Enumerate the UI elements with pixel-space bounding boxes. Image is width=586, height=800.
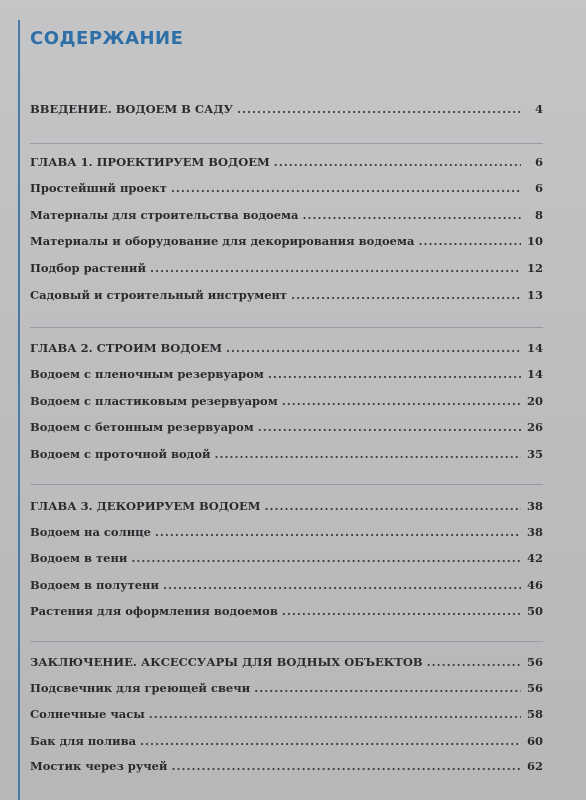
leader-dots (226, 341, 521, 355)
leader-dots (258, 420, 521, 434)
toc-page: 56 (526, 655, 543, 669)
section-divider (30, 641, 543, 642)
toc-page: 46 (526, 578, 543, 592)
toc-page: 50 (526, 604, 543, 618)
leader-dots (131, 551, 521, 565)
toc-page: 58 (526, 707, 543, 721)
leader-dots (282, 394, 521, 408)
toc-entry (30, 447, 543, 463)
leader-dots (303, 208, 522, 222)
toc-entry (30, 734, 543, 750)
toc-label: Солнечные часы (30, 707, 145, 721)
toc-page: 4 (534, 102, 543, 116)
toc-page: 38 (526, 499, 543, 513)
toc-entry (30, 367, 543, 383)
toc-entry (30, 208, 543, 224)
toc-page: 26 (526, 420, 543, 434)
toc-label: Мостик через ручей (30, 759, 168, 773)
toc-label: ЗАКЛЮЧЕНИЕ. АКСЕССУАРЫ ДЛЯ ВОДНЫХ ОБЪЕКТОВ (30, 655, 423, 669)
toc-page: 38 (526, 525, 543, 539)
leader-dots (265, 499, 521, 513)
toc-entry (30, 551, 543, 567)
toc-page: 13 (526, 288, 543, 302)
leader-dots (171, 181, 521, 195)
leader-dots (171, 759, 521, 773)
toc-entry (30, 525, 543, 541)
toc-entry (30, 261, 543, 277)
leader-dots (254, 681, 521, 695)
toc-entry-chapter-1 (30, 155, 543, 171)
leader-dots (237, 102, 521, 116)
toc-label: Простейший проект (30, 181, 167, 195)
toc-label: Водоем с пленочным резервуаром (30, 367, 264, 381)
toc-label: Матерналы для строительства водоема (30, 208, 299, 222)
toc-page: 14 (526, 367, 543, 381)
leader-dots (274, 155, 521, 169)
leader-dots (155, 525, 521, 539)
toc-entry (30, 288, 543, 304)
toc-label: Бак для полива (30, 734, 137, 748)
toc-label: Растения для оформления водоемов (30, 604, 278, 618)
leader-dots (163, 578, 521, 592)
toc-page: 6 (534, 181, 543, 195)
leader-dots (268, 367, 521, 381)
leader-dots (150, 261, 521, 275)
toc-page: 35 (526, 447, 543, 461)
toc-entry-conclusion (30, 655, 543, 671)
toc-label: Водоем с бетонным резервуаром (30, 420, 254, 434)
leader-dots (149, 707, 521, 721)
toc-label: Материалы и оборудование для декорирования водоема (30, 234, 415, 248)
page-title: СОДЕРЖАНИЕ (30, 28, 184, 49)
leader-dots (418, 234, 521, 248)
section-divider (30, 327, 543, 328)
toc-label: ГЛАВА 1. ПРОЕКТИРУЕМ ВОДОЕМ (30, 155, 270, 169)
toc-page: 60 (526, 734, 543, 748)
toc-entry (30, 759, 543, 775)
leader-dots (215, 447, 521, 461)
toc-entry-chapter-3 (30, 499, 543, 515)
toc-entry (30, 394, 543, 410)
section-divider (30, 143, 543, 144)
toc-entry (30, 707, 543, 723)
leader-dots (291, 288, 521, 302)
toc-entry (30, 420, 543, 436)
toc-page: 56 (526, 681, 543, 695)
toc-label: ВВЕДЕНИЕ. ВОДОЕМ В САДУ (30, 102, 233, 116)
toc-label: Водоем в полутени (30, 578, 159, 592)
toc-entry (30, 578, 543, 594)
toc-label: Водоем с пластиковым резервуаром (30, 394, 278, 408)
toc-label: Водоем в тени (30, 551, 128, 565)
toc-label: Водоем на солнце (30, 525, 151, 539)
toc-page: 6 (534, 155, 543, 169)
leader-dots (427, 655, 521, 669)
toc-page: 14 (526, 341, 543, 355)
toc-entry (30, 181, 543, 197)
toc-page: 8 (534, 208, 543, 222)
toc-label: Водоем с проточной водой (30, 447, 211, 461)
toc-entry-chapter-2 (30, 341, 543, 357)
toc-page: 20 (526, 394, 543, 408)
toc-page: 42 (526, 551, 543, 565)
toc-label: ГЛАВА 2. СТРОИМ ВОДОЕМ (30, 341, 223, 355)
toc-label: Подсвечник для греющей свечи (30, 681, 251, 695)
toc-entry (30, 234, 543, 250)
toc-entry (30, 604, 543, 620)
leader-dots (282, 604, 521, 618)
toc-label: Подбор растений (30, 261, 146, 275)
toc-page: 12 (526, 261, 543, 275)
toc-entry-intro (30, 102, 543, 118)
toc-page: 62 (526, 759, 543, 773)
leader-dots (140, 734, 521, 748)
toc-label: ГЛАВА 3. ДЕКОРИРУЕМ ВОДОЕМ (30, 499, 261, 513)
toc-label: Садовый и строительный инструмент (30, 288, 288, 302)
toc-entry (30, 681, 543, 697)
toc-page: 10 (526, 234, 543, 248)
margin-rule (18, 20, 20, 800)
section-divider (30, 484, 543, 485)
